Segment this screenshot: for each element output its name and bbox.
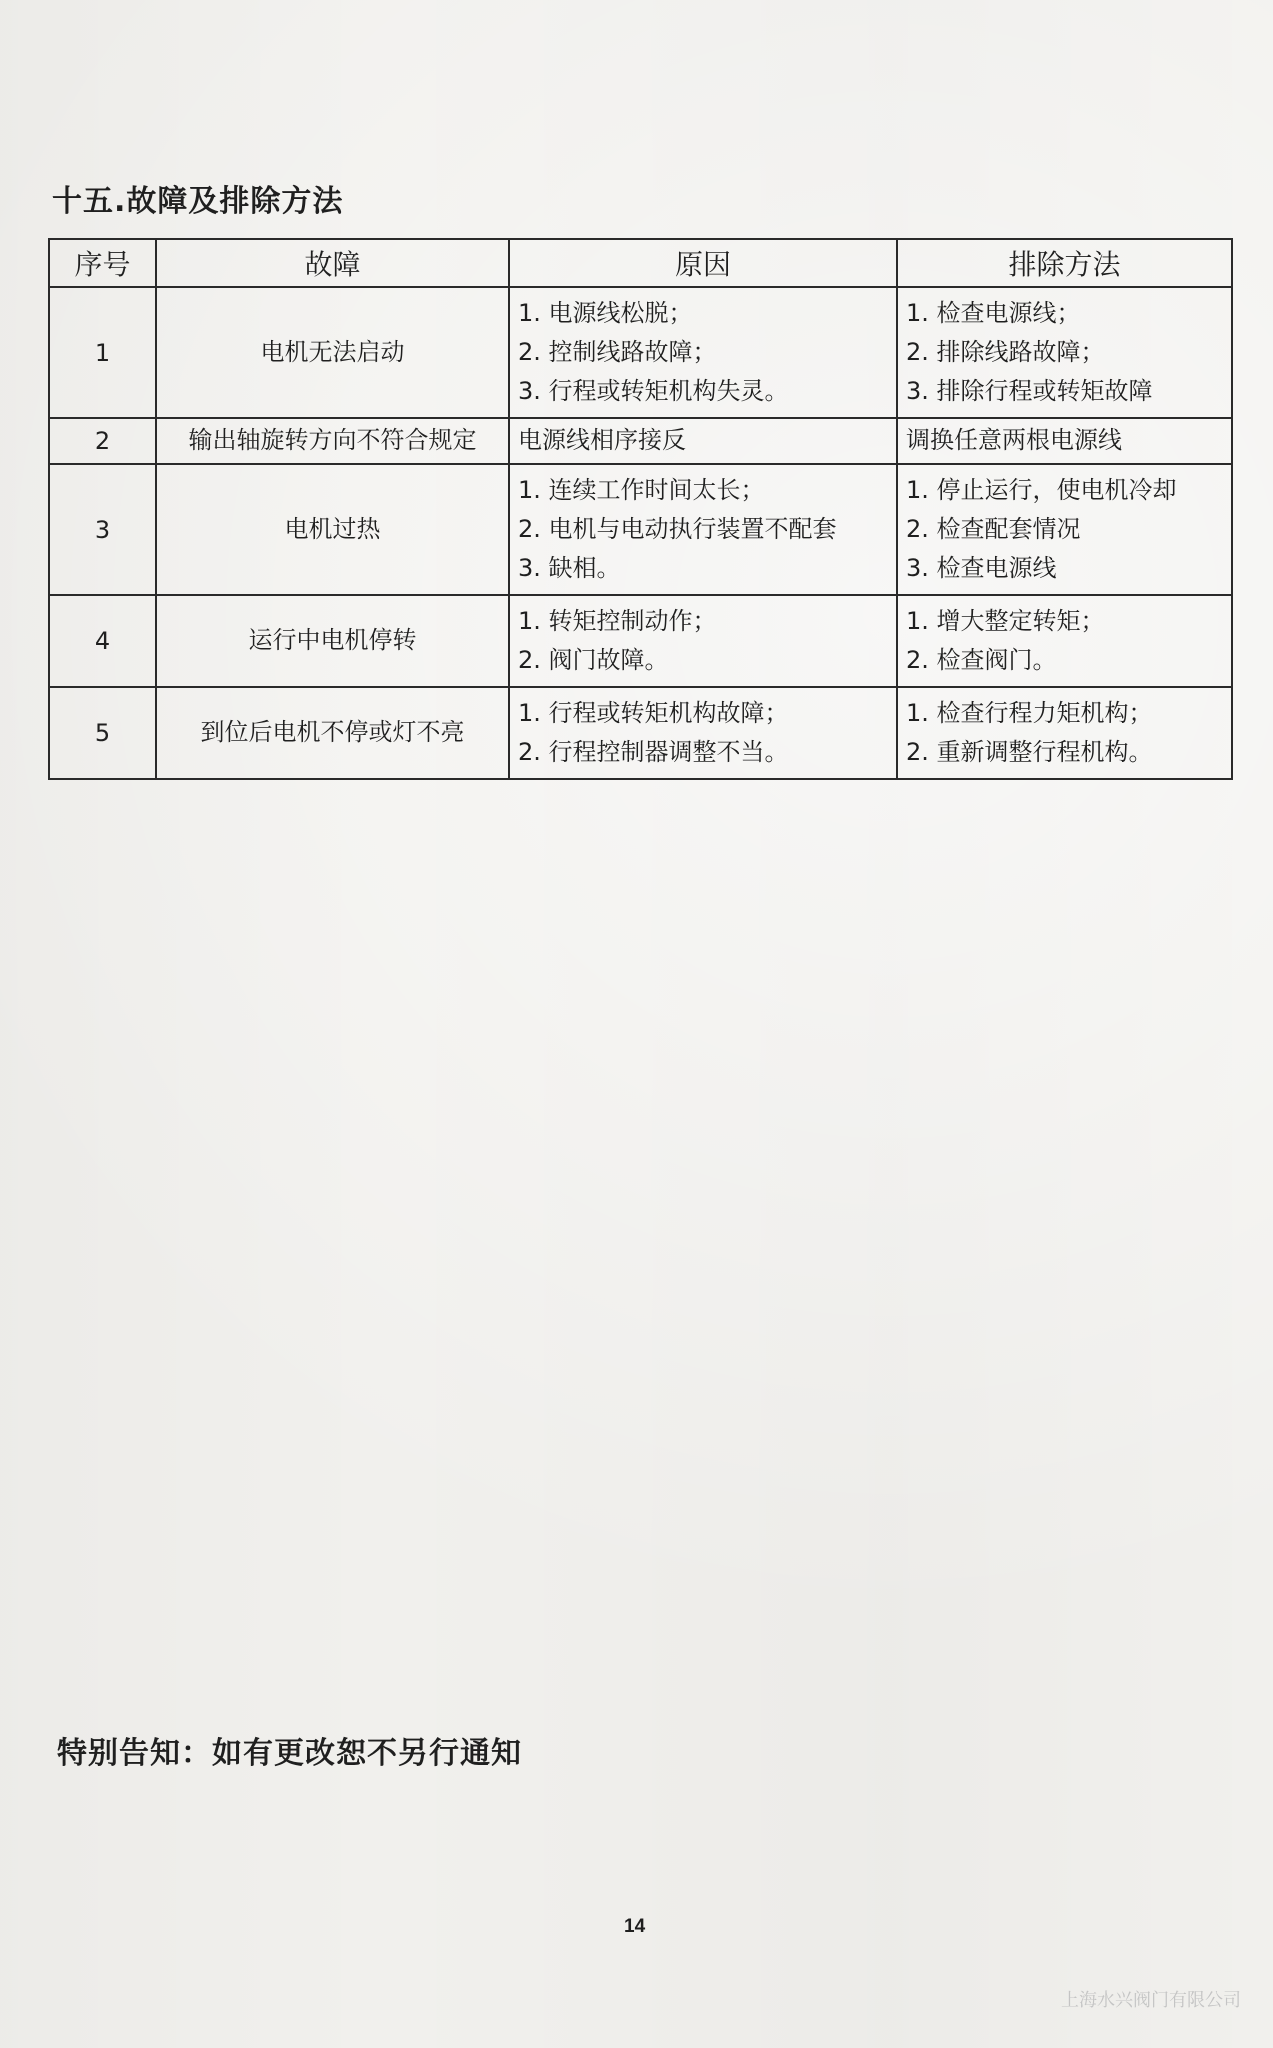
cause-cell [509, 287, 897, 418]
header-fault: 故障 [156, 239, 509, 287]
cause-cell [509, 687, 897, 779]
fix-item: 3. 排除行程或转矩故障 [906, 377, 1153, 405]
header-cause: 原因 [509, 239, 897, 287]
fix-item: 2. 排除线路故障； [906, 338, 1105, 366]
fix-item: 1. 增大整定转矩； [906, 607, 1105, 635]
cause-list [518, 596, 888, 686]
fault-table-container [48, 238, 1231, 780]
row-number: 2 [49, 418, 156, 464]
table-row [49, 287, 1232, 418]
fix-item: 3. 检查电源线 [906, 554, 1057, 582]
cause-item: 1. 行程或转矩机构故障； [518, 699, 789, 727]
table-row [49, 687, 1232, 779]
cause-list [518, 288, 888, 417]
cause-item: 1. 转矩控制动作； [518, 607, 717, 635]
cause-cell [509, 595, 897, 687]
fix-cell [897, 287, 1232, 418]
fault-cell: 运行中电机停转 [156, 595, 509, 687]
page-number: 14 [624, 1916, 646, 1937]
row-number: 4 [49, 595, 156, 687]
cause-item: 1. 连续工作时间太长； [518, 476, 765, 504]
section-title: 十五.故障及排除方法 [52, 184, 344, 219]
fault-cell: 到位后电机不停或灯不亮 [156, 687, 509, 779]
fix-cell: 调换任意两根电源线 [897, 418, 1232, 464]
fix-list [906, 688, 1223, 778]
cause-item: 1. 电源线松脱； [518, 299, 693, 327]
cause-item: 2. 控制线路故障； [518, 338, 717, 366]
special-notice: 特别告知：如有更改恕不另行通知 [57, 1736, 522, 1771]
cause-list [518, 688, 888, 778]
cause-item: 2. 阀门故障。 [518, 646, 669, 674]
row-number: 3 [49, 464, 156, 595]
cause-item: 3. 行程或转矩机构失灵。 [518, 377, 789, 405]
cause-cell: 电源线相序接反 [509, 418, 897, 464]
table-row [49, 418, 1232, 464]
row-number: 5 [49, 687, 156, 779]
row-number: 1 [49, 287, 156, 418]
header-fix: 排除方法 [897, 239, 1232, 287]
table-header-row [49, 239, 1232, 287]
fix-list [906, 596, 1223, 686]
fix-cell [897, 595, 1232, 687]
cause-item: 2. 电机与电动执行装置不配套 [518, 515, 837, 543]
fix-list [906, 288, 1223, 417]
cause-list [518, 465, 888, 594]
fix-item: 1. 停止运行，使电机冷却 [906, 476, 1177, 504]
fix-item: 2. 重新调整行程机构。 [906, 738, 1153, 766]
cause-item: 3. 缺相。 [518, 554, 621, 582]
fix-item: 1. 检查行程力矩机构； [906, 699, 1153, 727]
fix-cell [897, 464, 1232, 595]
header-no: 序号 [49, 239, 156, 287]
fix-item: 1. 检查电源线； [906, 299, 1081, 327]
fix-cell [897, 687, 1232, 779]
table-row [49, 464, 1232, 595]
table-row [49, 595, 1232, 687]
fault-troubleshooting-table [48, 238, 1233, 780]
fix-item: 2. 检查阀门。 [906, 646, 1057, 674]
fault-cell: 电机无法启动 [156, 287, 509, 418]
fault-cell: 电机过热 [156, 464, 509, 595]
fault-cell: 输出轴旋转方向不符合规定 [156, 418, 509, 464]
cause-cell [509, 464, 897, 595]
fix-item: 2. 检查配套情况 [906, 515, 1081, 543]
fix-list [906, 465, 1223, 594]
cause-item: 2. 行程控制器调整不当。 [518, 738, 789, 766]
company-watermark: 上海水兴阀门有限公司 [1061, 1990, 1241, 2011]
